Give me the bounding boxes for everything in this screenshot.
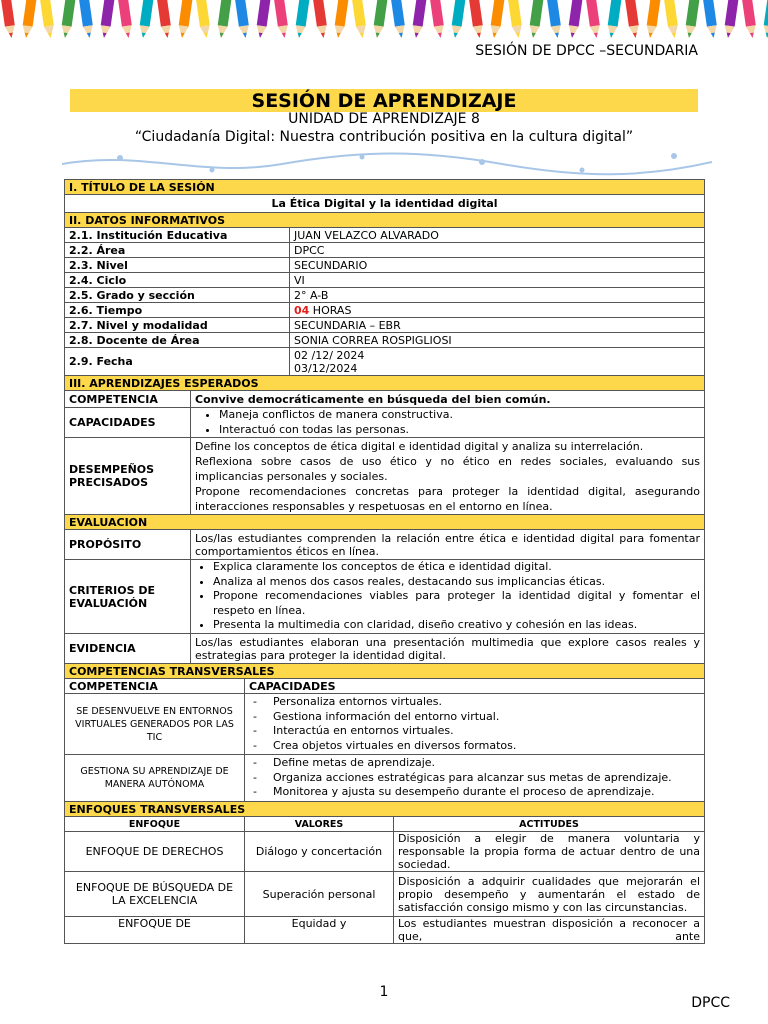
label-nivel: 2.3. Nivel bbox=[65, 258, 290, 273]
autonomo-capacidad-item: - Define metas de aprendizaje. bbox=[273, 756, 700, 771]
session-title: La Ética Digital y la identidad digital bbox=[65, 195, 705, 213]
autonomo-capacidad-item: - Organiza acciones estratégicas para alcanzar sus metas de aprendizaje. bbox=[273, 771, 700, 786]
desempeno-item: Define los conceptos de ética digital e identidad digital y analiza su interrelación. bbox=[195, 439, 644, 453]
value-docente: SONIA CORREA ROSPIGLIOSI bbox=[290, 333, 705, 348]
capacidad-item: • Maneja conflictos de manera constructiva. bbox=[219, 408, 700, 423]
col-enfoque: ENFOQUE bbox=[65, 817, 245, 832]
criterio-item: • Propone recomendaciones viables para proteger la identidad digital y fomentar el respeto en línea. bbox=[213, 589, 700, 618]
section-evaluacion-heading: EVALUACION bbox=[65, 515, 705, 530]
footer-area-label: DPCC bbox=[691, 995, 730, 1011]
section-enfoques-heading: ENFOQUES TRANSVERSALES bbox=[65, 802, 705, 817]
wave-decoration bbox=[62, 150, 712, 178]
capacidades-list bbox=[195, 408, 700, 437]
session-header-label: SESIÓN DE DPCC –SECUNDARIA bbox=[475, 43, 698, 59]
section-comp-transversales-heading: COMPETENCIAS TRANSVERSALES bbox=[65, 664, 705, 679]
criterio-item: • Analiza al menos dos casos reales, destacando sus implicancias éticas. bbox=[213, 575, 700, 590]
label-desempenos: DESEMPEÑOS PRECISADOS bbox=[65, 438, 191, 515]
session-table bbox=[64, 179, 705, 944]
fecha-line-2: 03/12/2024 bbox=[294, 361, 358, 375]
enfoque-excelencia: ENFOQUE DE BÚSQUEDA DE LA EXCELENCIA bbox=[65, 872, 245, 917]
label-docente: 2.8. Docente de Área bbox=[65, 333, 290, 348]
col-capacidades: CAPACIDADES bbox=[245, 679, 705, 694]
label-area: 2.2. Área bbox=[65, 243, 290, 258]
col-competencia: COMPETENCIA bbox=[65, 679, 245, 694]
section-datos-heading: II. DATOS INFORMATIVOS bbox=[65, 213, 705, 228]
label-capacidades: CAPACIDADES bbox=[65, 408, 191, 438]
capacidades-list-cell bbox=[191, 408, 705, 438]
actitud-derechos: Disposición a elegir de manera voluntaria y responsable la propia forma de actuar dentro de una sociedad. bbox=[394, 832, 705, 872]
criterio-item: • Explica claramente los conceptos de ética e identidad digital. bbox=[213, 560, 700, 575]
comp-transversal-autonomo: GESTIONA SU APRENDIZAJE DE MANERA AUTÓNOMA bbox=[65, 755, 245, 802]
page-number: 1 bbox=[379, 984, 389, 1000]
value-evidencia: Los/las estudiantes elaboran una presentación multimedia que explore casos reales y estrategias para proteger la identidad digital. bbox=[191, 634, 705, 664]
label-modalidad: 2.7. Nivel y modalidad bbox=[65, 318, 290, 333]
label-grado: 2.5. Grado y sección bbox=[65, 288, 290, 303]
value-grado: 2° A-B bbox=[290, 288, 705, 303]
autonomo-capacidades-cell bbox=[245, 755, 705, 802]
section-title-heading: I. TÍTULO DE LA SESIÓN bbox=[65, 180, 705, 195]
tic-capacidades-list bbox=[249, 695, 700, 753]
tic-capacidad-item: - Crea objetos virtuales en diversos formatos. bbox=[273, 739, 700, 754]
fecha-line-1: 02 /12/ 2024 bbox=[294, 348, 365, 362]
label-proposito: PROPÓSITO bbox=[65, 530, 191, 560]
value-modalidad: SECUNDARIA – EBR bbox=[290, 318, 705, 333]
label-institucion: 2.1. Institución Educativa bbox=[65, 228, 290, 243]
value-tiempo bbox=[290, 303, 705, 318]
label-criterios: CRITERIOS DE EVALUACIÓN bbox=[65, 560, 191, 634]
desempenos-cell bbox=[191, 438, 705, 515]
value-nivel: SECUNDARIO bbox=[290, 258, 705, 273]
tic-capacidad-item: - Personaliza entornos virtuales. bbox=[273, 695, 700, 710]
criterios-list bbox=[195, 560, 700, 633]
tiempo-number: 04 bbox=[294, 303, 310, 317]
col-actitudes: ACTITUDES bbox=[394, 817, 705, 832]
label-ciclo: 2.4. Ciclo bbox=[65, 273, 290, 288]
tiempo-unit: HORAS bbox=[309, 303, 352, 317]
value-ciclo: VI bbox=[290, 273, 705, 288]
valor-equidad: Equidad y bbox=[245, 917, 394, 944]
criterio-item: • Presenta la multimedia con claridad, diseño creativo y cohesión en las ideas. bbox=[213, 618, 700, 633]
enfoque-equidad: ENFOQUE DE bbox=[65, 917, 245, 944]
actitud-equidad: Los estudiantes muestran disposición a reconocer a que, ante bbox=[394, 917, 705, 944]
tic-capacidades-cell bbox=[245, 694, 705, 755]
valor-superacion: Superación personal bbox=[245, 872, 394, 917]
criterios-cell bbox=[191, 560, 705, 634]
desempeno-item: Reflexiona sobre casos de uso ético y no ético en redes sociales, evaluando sus implicancias personales y sociales. bbox=[195, 454, 701, 483]
value-institucion: JUAN VELAZCO ALVARADO bbox=[290, 228, 705, 243]
unit-title: “Ciudadanía Digital: Nuestra contribución positiva en la cultura digital” bbox=[134, 129, 634, 145]
pencils-border-decoration bbox=[0, 0, 768, 42]
autonomo-capacidades-list bbox=[249, 756, 700, 800]
value-proposito: Los/las estudiantes comprenden la relación entre ética e identidad digital para fomentar comportamientos éticos en línea. bbox=[191, 530, 705, 560]
label-competencia: COMPETENCIA bbox=[65, 391, 191, 408]
tic-capacidad-item: - Interactúa en entornos virtuales. bbox=[273, 724, 700, 739]
comp-transversal-tic: SE DESENVUELVE EN ENTORNOS VIRTUALES GENERADOS POR LAS TIC bbox=[65, 694, 245, 755]
section-aprendizajes-heading: III. APRENDIZAJES ESPERADOS bbox=[65, 376, 705, 391]
autonomo-capacidad-item: - Monitorea y ajusta su desempeño durante el proceso de aprendizaje. bbox=[273, 785, 700, 800]
unit-label: UNIDAD DE APRENDIZAJE 8 bbox=[288, 111, 480, 127]
actitud-excelencia: Disposición a adquirir cualidades que mejorarán el propio desempeño y aumentarán el estado de satisfacción consigo mismo y con las circunstancias. bbox=[394, 872, 705, 917]
page-title: SESIÓN DE APRENDIZAJE bbox=[70, 89, 698, 112]
capacidad-item: • Interactuó con todas las personas. bbox=[219, 423, 700, 438]
value-fecha bbox=[290, 348, 705, 376]
label-evidencia: EVIDENCIA bbox=[65, 634, 191, 664]
label-tiempo: 2.6. Tiempo bbox=[65, 303, 290, 318]
tic-capacidad-item: - Gestiona información del entorno virtual. bbox=[273, 710, 700, 725]
col-valores: VALORES bbox=[245, 817, 394, 832]
valor-dialogo: Diálogo y concertación bbox=[245, 832, 394, 872]
value-area: DPCC bbox=[290, 243, 705, 258]
label-fecha: 2.9. Fecha bbox=[65, 348, 290, 376]
value-competencia: Convive democráticamente en búsqueda del bien común. bbox=[191, 391, 705, 408]
enfoque-derechos: ENFOQUE DE DERECHOS bbox=[65, 832, 245, 872]
desempeno-item: Propone recomendaciones concretas para proteger la identidad digital, asegurando interacciones responsables y respetuosas en el entorno en línea. bbox=[195, 484, 701, 513]
